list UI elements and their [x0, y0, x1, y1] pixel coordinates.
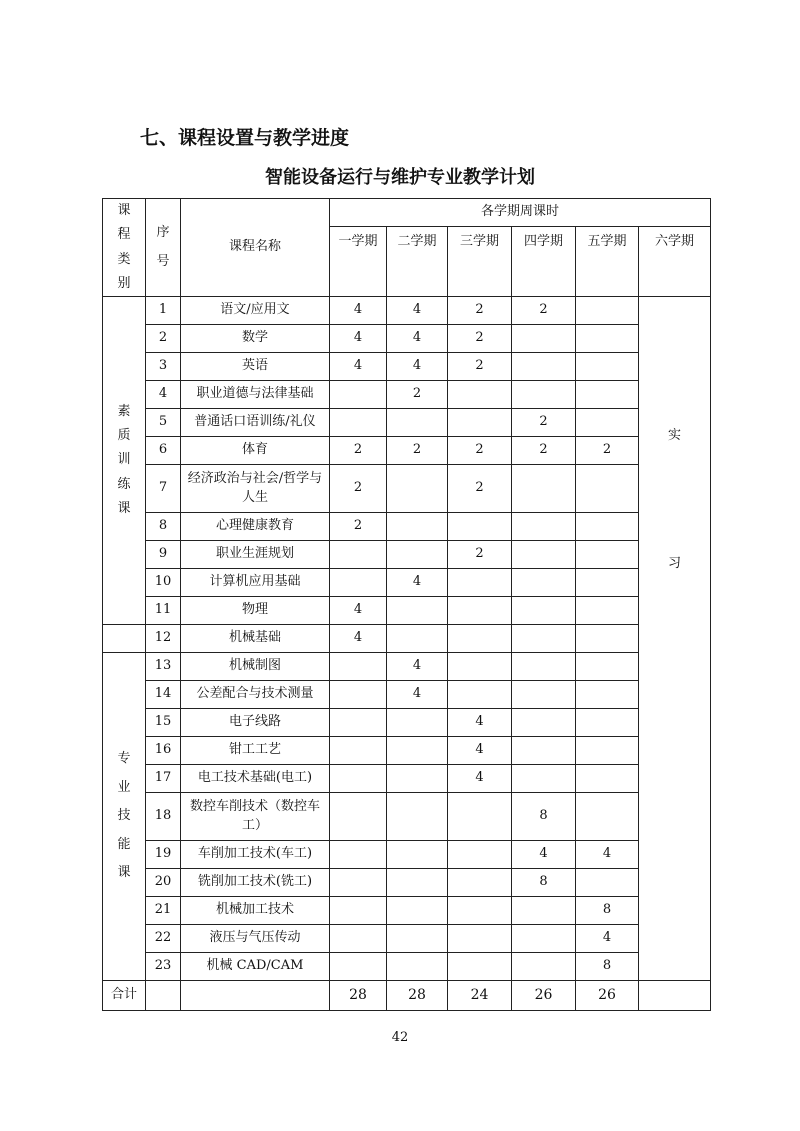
hours-cell [387, 869, 448, 897]
table-row [103, 541, 711, 569]
section-heading: 七、课程设置与教学进度 [140, 127, 350, 149]
hours-cell: 4 [387, 353, 448, 381]
hours-cell [512, 625, 576, 653]
table-row [103, 681, 711, 709]
table-row [103, 653, 711, 681]
hours-cell: 2 [448, 297, 512, 325]
hours-cell [448, 569, 512, 597]
hours-cell [576, 409, 639, 437]
semester-header: 四学期 [512, 227, 576, 297]
hours-cell: 4 [330, 325, 387, 353]
hours-cell [330, 897, 387, 925]
hours-cell [448, 513, 512, 541]
category-professional [103, 653, 146, 981]
course-name: 英语 [181, 353, 330, 381]
course-number: 19 [146, 841, 181, 869]
hours-cell: 2 [576, 437, 639, 465]
hours-cell [387, 897, 448, 925]
hours-cell: 4 [576, 841, 639, 869]
hours-cell [387, 841, 448, 869]
table-title: 智能设备运行与维护专业教学计划 [265, 167, 535, 188]
hours-cell [512, 897, 576, 925]
table-row [103, 869, 711, 897]
course-name: 普通话口语训练/礼仪 [181, 409, 330, 437]
hours-cell: 4 [330, 625, 387, 653]
course-name-header: 课程名称 [181, 199, 330, 297]
hours-cell [330, 737, 387, 765]
course-number: 6 [146, 437, 181, 465]
hours-cell [512, 681, 576, 709]
hours-cell [512, 465, 576, 513]
hours-cell: 2 [387, 381, 448, 409]
hours-cell [448, 841, 512, 869]
course-number: 10 [146, 569, 181, 597]
internship-char: 实 [668, 428, 682, 443]
course-name: 心理健康教育 [181, 513, 330, 541]
hours-cell [387, 737, 448, 765]
hours-cell [512, 513, 576, 541]
table-row [103, 513, 711, 541]
hours-cell [387, 793, 448, 841]
internship-label [639, 297, 710, 573]
table-body [103, 199, 711, 1011]
total-value: 28 [387, 981, 448, 1011]
course-name: 机械加工技术 [181, 897, 330, 925]
hours-cell: 4 [330, 353, 387, 381]
category-professional-label: 专业技能课 [117, 751, 131, 881]
course-name: 机械基础 [181, 625, 330, 653]
table-row [103, 793, 711, 841]
table-row [103, 569, 711, 597]
hours-cell: 4 [448, 737, 512, 765]
course-number: 14 [146, 681, 181, 709]
category-quality-label: 素质训练课 [117, 404, 131, 516]
hours-cell [387, 925, 448, 953]
teaching-plan-table [102, 198, 711, 1011]
course-number: 2 [146, 325, 181, 353]
hours-cell: 4 [576, 925, 639, 953]
course-number: 11 [146, 597, 181, 625]
hours-cell [387, 513, 448, 541]
hours-cell [576, 541, 639, 569]
course-number: 12 [146, 625, 181, 653]
table-row [103, 597, 711, 625]
hours-cell [448, 897, 512, 925]
course-name: 物理 [181, 597, 330, 625]
hours-cell [576, 709, 639, 737]
hours-cell [448, 925, 512, 953]
hours-cell [448, 625, 512, 653]
semester-header: 二学期 [387, 227, 448, 297]
course-number: 17 [146, 765, 181, 793]
hours-cell [512, 953, 576, 981]
course-name: 数控车削技术（数控车工） [181, 793, 330, 841]
hours-cell: 4 [387, 569, 448, 597]
table-row [103, 737, 711, 765]
total-value: 28 [330, 981, 387, 1011]
total-value [639, 981, 711, 1011]
hours-cell [448, 653, 512, 681]
hours-cell [512, 737, 576, 765]
hours-cell [576, 297, 639, 325]
hours-cell [512, 541, 576, 569]
hours-cell [576, 653, 639, 681]
number-header-label: 序号 [156, 224, 170, 269]
hours-cell [330, 681, 387, 709]
header-row [103, 199, 711, 227]
course-name: 职业道德与法律基础 [181, 381, 330, 409]
hours-cell [330, 953, 387, 981]
weekly-hours-header: 各学期周课时 [330, 199, 711, 227]
hours-cell [448, 869, 512, 897]
course-number: 22 [146, 925, 181, 953]
total-value: 26 [576, 981, 639, 1011]
page-number: 42 [391, 1030, 409, 1045]
hours-cell [387, 765, 448, 793]
table-row [103, 925, 711, 953]
table-row [103, 765, 711, 793]
hours-cell [576, 465, 639, 513]
hours-cell: 2 [448, 465, 512, 513]
hours-cell [576, 869, 639, 897]
semester-header: 五学期 [576, 227, 639, 297]
hours-cell: 4 [330, 297, 387, 325]
hours-cell [512, 325, 576, 353]
course-number: 1 [146, 297, 181, 325]
course-number: 9 [146, 541, 181, 569]
hours-cell: 2 [512, 297, 576, 325]
table-row [103, 437, 711, 465]
totals-empty-cell [146, 981, 181, 1011]
course-number: 4 [146, 381, 181, 409]
semester-header: 六学期 [639, 227, 711, 297]
hours-cell [448, 381, 512, 409]
table-row [103, 409, 711, 437]
course-name: 职业生涯规划 [181, 541, 330, 569]
hours-cell [330, 569, 387, 597]
hours-cell: 4 [512, 841, 576, 869]
hours-cell [512, 653, 576, 681]
hours-cell: 2 [512, 409, 576, 437]
course-name: 电子线路 [181, 709, 330, 737]
hours-cell [448, 409, 512, 437]
course-number: 18 [146, 793, 181, 841]
hours-cell: 4 [387, 325, 448, 353]
semester-header: 一学期 [330, 227, 387, 297]
hours-cell [330, 869, 387, 897]
hours-cell [330, 925, 387, 953]
hours-cell [387, 409, 448, 437]
hours-cell: 8 [512, 869, 576, 897]
course-number: 21 [146, 897, 181, 925]
course-number: 13 [146, 653, 181, 681]
category-quality [103, 297, 146, 625]
course-name: 数学 [181, 325, 330, 353]
hours-cell [330, 709, 387, 737]
course-name: 电工技术基础(电工) [181, 765, 330, 793]
hours-cell [576, 625, 639, 653]
hours-cell [512, 569, 576, 597]
course-number: 8 [146, 513, 181, 541]
hours-cell: 2 [448, 325, 512, 353]
hours-cell [330, 841, 387, 869]
course-name: 经济政治与社会/哲学与人生 [181, 465, 330, 513]
hours-cell [576, 597, 639, 625]
course-name: 机械 CAD/CAM [181, 953, 330, 981]
hours-cell [448, 953, 512, 981]
number-header [146, 199, 181, 297]
hours-cell [512, 765, 576, 793]
hours-cell [387, 597, 448, 625]
hours-cell: 4 [330, 597, 387, 625]
course-number: 15 [146, 709, 181, 737]
hours-cell: 4 [387, 297, 448, 325]
hours-cell [330, 541, 387, 569]
hours-cell [387, 953, 448, 981]
course-name: 计算机应用基础 [181, 569, 330, 597]
category-header-label: 课程类别 [117, 203, 131, 291]
hours-cell [448, 793, 512, 841]
table-row [103, 325, 711, 353]
table-row [103, 381, 711, 409]
totals-empty-cell [181, 981, 330, 1011]
totals-label: 合计 [103, 981, 146, 1011]
hours-cell: 2 [448, 541, 512, 569]
table-row [103, 625, 711, 653]
course-name: 铣削加工技术(铣工) [181, 869, 330, 897]
hours-cell [576, 513, 639, 541]
hours-cell: 2 [448, 353, 512, 381]
hours-cell [387, 625, 448, 653]
hours-cell [448, 681, 512, 709]
hours-cell [576, 325, 639, 353]
hours-cell [330, 765, 387, 793]
course-name: 公差配合与技术测量 [181, 681, 330, 709]
hours-cell: 2 [448, 437, 512, 465]
table-row [103, 297, 711, 325]
hours-cell [512, 597, 576, 625]
hours-cell: 2 [512, 437, 576, 465]
hours-cell [576, 793, 639, 841]
category-empty-cell [103, 625, 146, 653]
hours-cell [576, 381, 639, 409]
hours-cell [576, 737, 639, 765]
hours-cell [512, 381, 576, 409]
hours-cell [387, 541, 448, 569]
hours-cell [512, 925, 576, 953]
course-number: 5 [146, 409, 181, 437]
table-row [103, 953, 711, 981]
hours-cell: 2 [330, 437, 387, 465]
hours-cell: 2 [387, 437, 448, 465]
table-row [103, 841, 711, 869]
hours-cell [512, 709, 576, 737]
internship-cell [639, 297, 711, 981]
hours-cell [387, 709, 448, 737]
hours-cell: 4 [448, 709, 512, 737]
category-header [103, 199, 146, 297]
course-name: 液压与气压传动 [181, 925, 330, 953]
hours-cell [448, 597, 512, 625]
hours-cell [387, 465, 448, 513]
course-number: 7 [146, 465, 181, 513]
hours-cell [330, 653, 387, 681]
table-row [103, 897, 711, 925]
hours-cell [330, 409, 387, 437]
hours-cell: 8 [512, 793, 576, 841]
hours-cell: 2 [330, 513, 387, 541]
table-row [103, 465, 711, 513]
hours-cell [576, 353, 639, 381]
hours-cell: 2 [330, 465, 387, 513]
table-row [103, 353, 711, 381]
course-number: 20 [146, 869, 181, 897]
hours-cell [330, 381, 387, 409]
course-number: 16 [146, 737, 181, 765]
semester-header: 三学期 [448, 227, 512, 297]
total-value: 24 [448, 981, 512, 1011]
course-name: 车削加工技术(车工) [181, 841, 330, 869]
hours-cell: 8 [576, 953, 639, 981]
hours-cell [576, 681, 639, 709]
course-number: 23 [146, 953, 181, 981]
course-name: 机械制图 [181, 653, 330, 681]
course-number: 3 [146, 353, 181, 381]
hours-cell: 4 [448, 765, 512, 793]
table-row [103, 709, 711, 737]
hours-cell [512, 353, 576, 381]
hours-cell [576, 765, 639, 793]
hours-cell: 8 [576, 897, 639, 925]
hours-cell [330, 793, 387, 841]
hours-cell: 4 [387, 681, 448, 709]
course-name: 体育 [181, 437, 330, 465]
internship-char: 习 [668, 556, 682, 572]
total-value: 26 [512, 981, 576, 1011]
hours-cell [576, 569, 639, 597]
course-name: 语文/应用文 [181, 297, 330, 325]
totals-row [103, 981, 711, 1011]
course-name: 钳工工艺 [181, 737, 330, 765]
hours-cell: 4 [387, 653, 448, 681]
